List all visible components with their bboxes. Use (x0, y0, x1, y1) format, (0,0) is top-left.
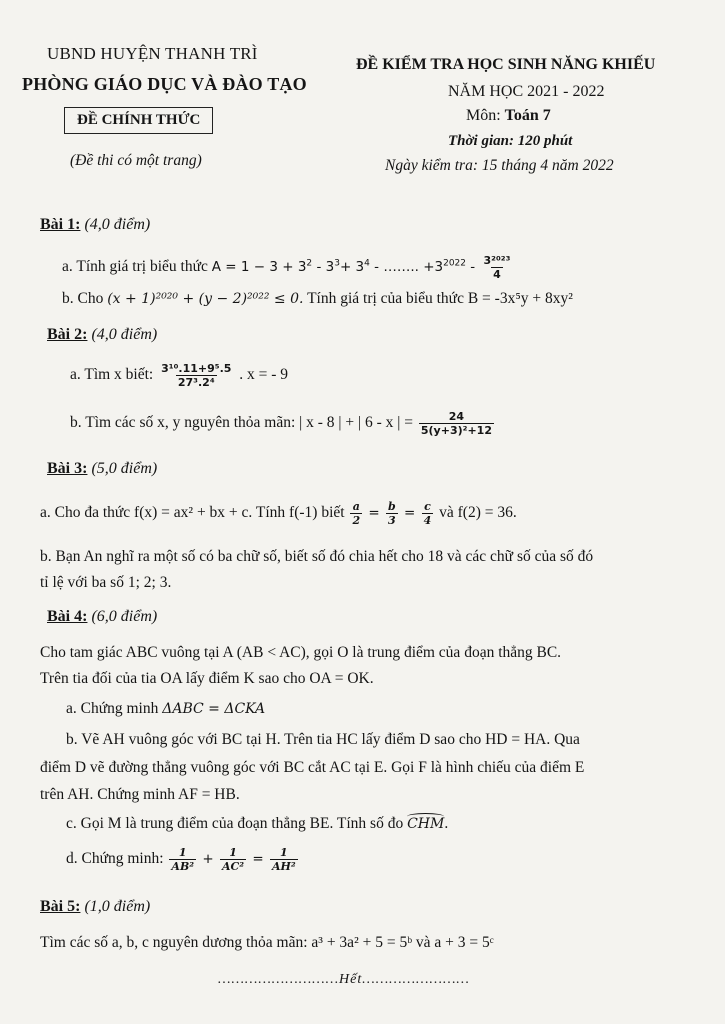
bai4-c-suffix: . (444, 815, 449, 832)
bai5-heading (40, 898, 150, 916)
bai1-a-expr: $A = 1 - 3 + 3^2 - 3^3+ 3^4$ - …….. $+3^{2022}$ - (211, 258, 480, 276)
bai1-b-prefix: b. Cho (62, 290, 108, 307)
angle-chm: CHM (407, 816, 445, 832)
subject-label: Môn: (466, 107, 505, 124)
one-page-note: (Đề thi có một trang) (70, 152, 202, 169)
bai1-a-prefix: a. Tính giá trị biểu thức (62, 258, 212, 276)
bai4-d-prefix: d. Chứng minh: (66, 850, 168, 868)
bai2-a-suffix: . x = - 9 (235, 366, 289, 384)
bai1-a (62, 254, 514, 281)
bai2-b-fraction (419, 410, 494, 437)
bai1-points: (4,0 điểm) (84, 216, 151, 233)
bai5-points: (1,0 điểm) (84, 898, 151, 915)
frac-1-ah2: $\frac{1}{\text{AH²}}$ (272, 846, 296, 873)
bai3-heading (47, 460, 157, 478)
bai4-heading (47, 608, 157, 626)
ratio-a-2: $\frac{a}{2}$ (352, 500, 361, 527)
bai4-d: d. Chứng minh: $\frac{1}{\text{AB²}}$ + $\frac{1}{\text{AC²}}$ = $\frac{1}{\text{AH²}}$ (66, 846, 296, 873)
bai4-a-prefix: a. Chứng minh (66, 700, 163, 717)
bai2-a (70, 362, 288, 389)
official-exam-box: ĐỀ CHÍNH THỨC (64, 107, 213, 134)
bai2-points: (4,0 điểm) (91, 326, 158, 343)
bai4-b-line2: điểm D vẽ đường thẳng vuông góc với BC cắt AC tại E. Gọi F là hình chiếu của điểm E (40, 759, 585, 776)
bai4-intro1: Cho tam giác ABC vuông tại A (AB < AC), gọi O là trung điểm của đoạn thẳng BC. (40, 644, 562, 661)
bai3-a: a. Cho đa thức f(x) = ax² + bx + c. Tính f(-1) biết $\frac{a}{2}$ = $\frac{b}{3}$ = $\frac{c}{4}$ và f(2) = 36. (40, 500, 517, 527)
bai2-b (70, 410, 496, 437)
bai2-a-prefix: a. Tìm x biết: (70, 366, 158, 384)
exam-title: ĐỀ KIỂM TRA HỌC SINH NĂNG KHIẾU (356, 56, 656, 73)
ratio-b-3: $\frac{b}{3}$ (388, 500, 396, 527)
bai2-title: Bài 2: (47, 326, 88, 343)
bai2-b-frac-num: 24 (448, 410, 465, 423)
frac-1-ab2: $\frac{1}{\text{AB²}}$ (171, 846, 195, 873)
bai1-heading (40, 216, 150, 234)
exam-date: Ngày kiểm tra: 15 tháng 4 năm 2022 (385, 157, 614, 174)
bai2-a-frac-den: 27³.2⁴ (177, 376, 215, 389)
bai1-b-condition: (x + 1)²⁰²⁰ + (y − 2)²⁰²² ≤ 0. (107, 291, 304, 307)
ratio-c-4: $\frac{c}{4}$ (423, 500, 432, 527)
bai4-a (66, 700, 265, 718)
subject (466, 107, 551, 125)
bai2-a-frac-num: 3¹⁰.11+9⁵.5 (161, 362, 232, 375)
bai4-points: (6,0 điểm) (91, 608, 158, 625)
bai4-a-expr: ΔABC = ΔCKA (162, 701, 266, 717)
bai5-text: Tìm các số a, b, c nguyên dương thỏa mãn: a³ + 3a² + 5 = 5ᵇ và a + 3 = 5ᶜ (40, 934, 494, 951)
bai1-a-expr-head: A = 1 − 3 + 3 (211, 259, 307, 276)
bai4-c-prefix: c. Gọi M là trung điểm của đoạn thẳng BE. Tính số đo (66, 815, 408, 832)
department-name: UBND HUYỆN THANH TRÌ (47, 44, 258, 63)
bai1-a-fraction (481, 254, 512, 281)
frac-1-ac2: $\frac{1}{\text{AC²}}$ (221, 846, 245, 873)
bai2-b-frac-den: 5(y+3)²+12 (420, 424, 492, 437)
bai2-b-prefix: b. Tìm các số x, y nguyên thỏa mãn: | x - 8 | + | 6 - x | = (70, 414, 417, 432)
office-name: PHÒNG GIÁO DỤC VÀ ĐÀO TẠO (22, 74, 307, 94)
bai1-a-frac-den: 4 (493, 268, 501, 281)
bai3-a-prefix: a. Cho đa thức f(x) = ax² + bx + c. Tính f(-1) biết (40, 504, 349, 522)
school-year: NĂM HỌC 2021 - 2022 (448, 83, 605, 100)
bai3-a-suffix: và f(2) = 36. (435, 504, 517, 522)
exam-time: Thời gian: 120 phút (448, 133, 573, 149)
bai4-b-line3: trên AH. Chứng minh AF = HB. (40, 786, 240, 803)
bai3-b-line1: b. Bạn An nghĩ ra một số có ba chữ số, biết số đó chia hết cho 18 và các chữ số của số đó (40, 548, 594, 565)
bai1-title: Bài 1: (40, 216, 81, 233)
bai1-b (62, 290, 573, 308)
bai4-title: Bài 4: (47, 608, 88, 625)
bai1-a-frac-num: 3²⁰²³ (483, 254, 511, 267)
bai5-title: Bài 5: (40, 898, 81, 915)
bai4-c (66, 815, 448, 833)
subject-value: Toán 7 (504, 107, 551, 124)
bai2-heading (47, 326, 157, 344)
end-marker: ………………………Hết…………………… (218, 972, 470, 987)
bai3-points: (5,0 điểm) (91, 460, 158, 477)
bai3-title: Bài 3: (47, 460, 88, 477)
bai4-intro2: Trên tia đối của tia OA lấy điểm K sao cho OA = OK. (40, 670, 374, 687)
bai3-b-line2: tỉ lệ với ba số 1; 2; 3. (40, 574, 172, 591)
bai1-a-expr-tail: +3 (423, 259, 444, 276)
bai4-b-line1: b. Vẽ AH vuông góc với BC tại H. Trên tia HC lấy điểm D sao cho HD = HA. Qua (66, 731, 580, 748)
bai1-b-text: Tính giá trị của biểu thức B = -3x⁵y + 8xy² (303, 290, 573, 307)
bai2-a-fraction (159, 362, 233, 389)
